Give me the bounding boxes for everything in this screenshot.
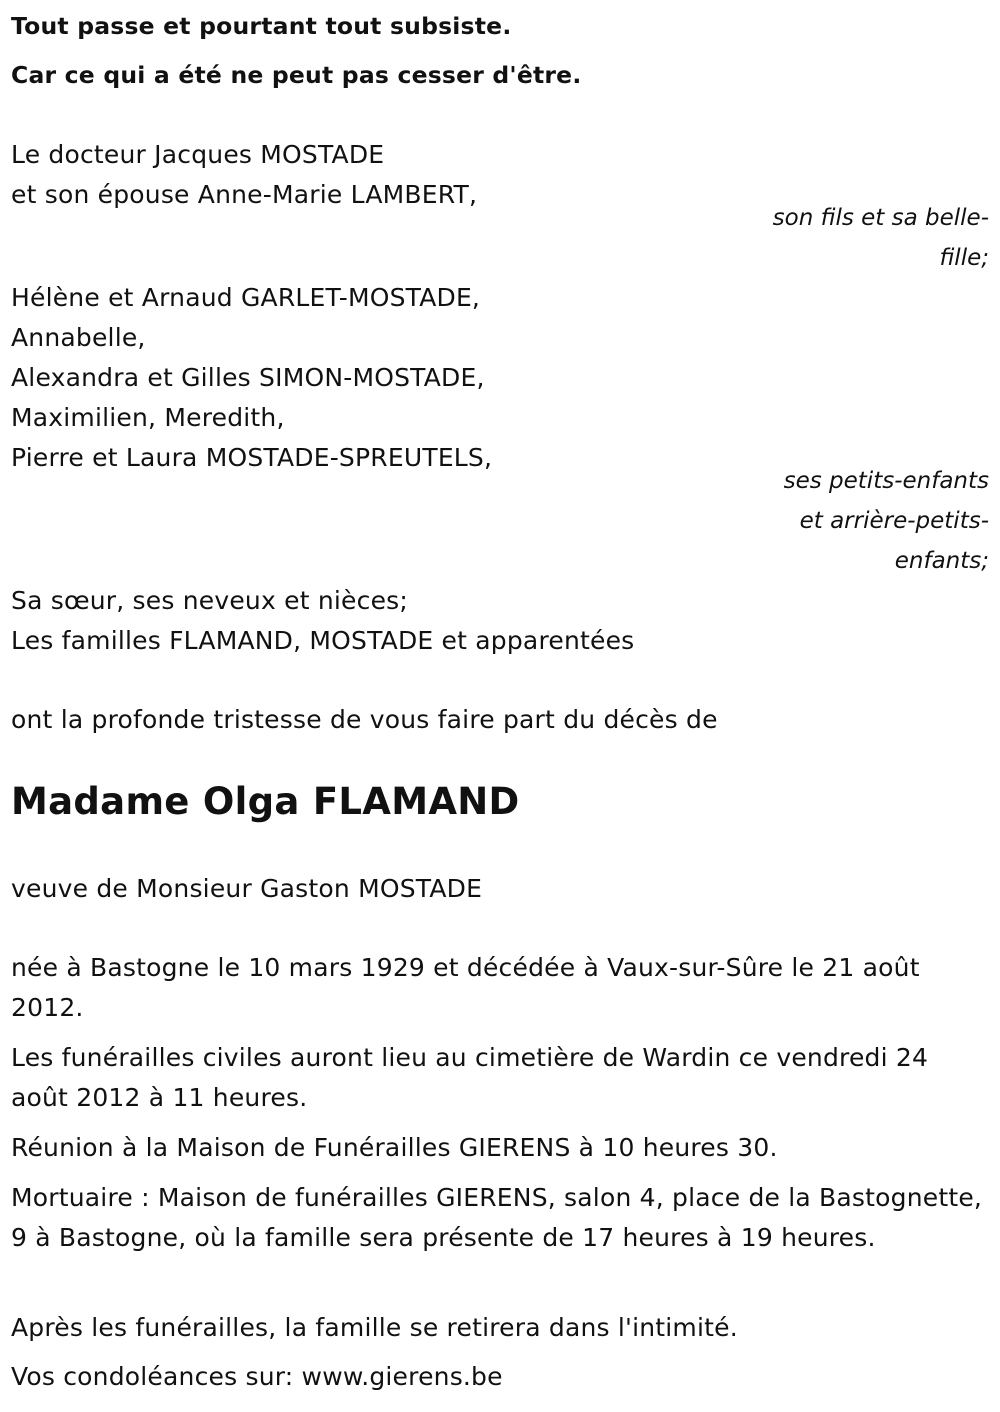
condolences-link[interactable]: www.gierens.be	[301, 1362, 503, 1391]
grandchildren-name-1: Hélène et Arnaud GARLET-MOSTADE,	[11, 283, 481, 312]
meeting-paragraph: Réunion à la Maison de Funérailles GIERENS à 10 heures 30.	[11, 1133, 778, 1162]
family-line-1: Sa sœur, ses neveux et nièces;	[11, 586, 408, 615]
funeral-paragraph: Les funérailles civiles auront lieu au cimetière de Wardin ce vendredi 24 août 2012 à 11 heures.	[11, 1043, 929, 1112]
epigraph-line-1: Tout passe et pourtant tout subsiste.	[11, 12, 512, 40]
intimacy-paragraph: Après les funérailles, la famille se retirera dans l'intimité.	[11, 1313, 738, 1342]
grandchildren-relation-line-3: enfants;	[894, 548, 989, 574]
children-relation-line-2: fille;	[939, 245, 989, 271]
deceased-name: Madame Olga FLAMAND	[11, 780, 520, 823]
family-line-2: Les familles FLAMAND, MOSTADE et apparentées	[11, 626, 635, 655]
children-relation-line-1: son fils et sa belle-	[772, 205, 989, 231]
announcement-text: ont la profonde tristesse de vous faire part du décès de	[11, 705, 718, 734]
children-line-2: et son épouse Anne-Marie LAMBERT,	[11, 180, 478, 209]
children-line-1: Le docteur Jacques MOSTADE	[11, 140, 385, 169]
condolences-paragraph	[11, 1357, 986, 1397]
widow-of-text: veuve de Monsieur Gaston MOSTADE	[11, 874, 483, 903]
grandchildren-name-4: Maximilien, Meredith,	[11, 403, 285, 432]
grandchildren-name-3: Alexandra et Gilles SIMON-MOSTADE,	[11, 363, 485, 392]
birth-death-paragraph: née à Bastogne le 10 mars 1929 et décédée à Vaux-sur-Sûre le 21 août 2012.	[11, 953, 920, 1022]
epigraph-line-2: Car ce qui a été ne peut pas cesser d'être.	[11, 61, 582, 89]
grandchildren-name-5: Pierre et Laura MOSTADE-SPREUTELS,	[11, 443, 493, 472]
condolences-label: Vos condoléances sur:	[11, 1362, 302, 1391]
grandchildren-relation-line-1: ses petits-enfants	[783, 468, 989, 494]
grandchildren-name-2: Annabelle,	[11, 323, 146, 352]
grandchildren-relation-line-2: et arrière-petits-	[799, 508, 989, 534]
mortuary-paragraph: Mortuaire : Maison de funérailles GIERENS, salon 4, place de la Bastognette, 9 à Bastogne, où la famille sera présente de 17 heures à 19 heures.	[11, 1183, 983, 1252]
